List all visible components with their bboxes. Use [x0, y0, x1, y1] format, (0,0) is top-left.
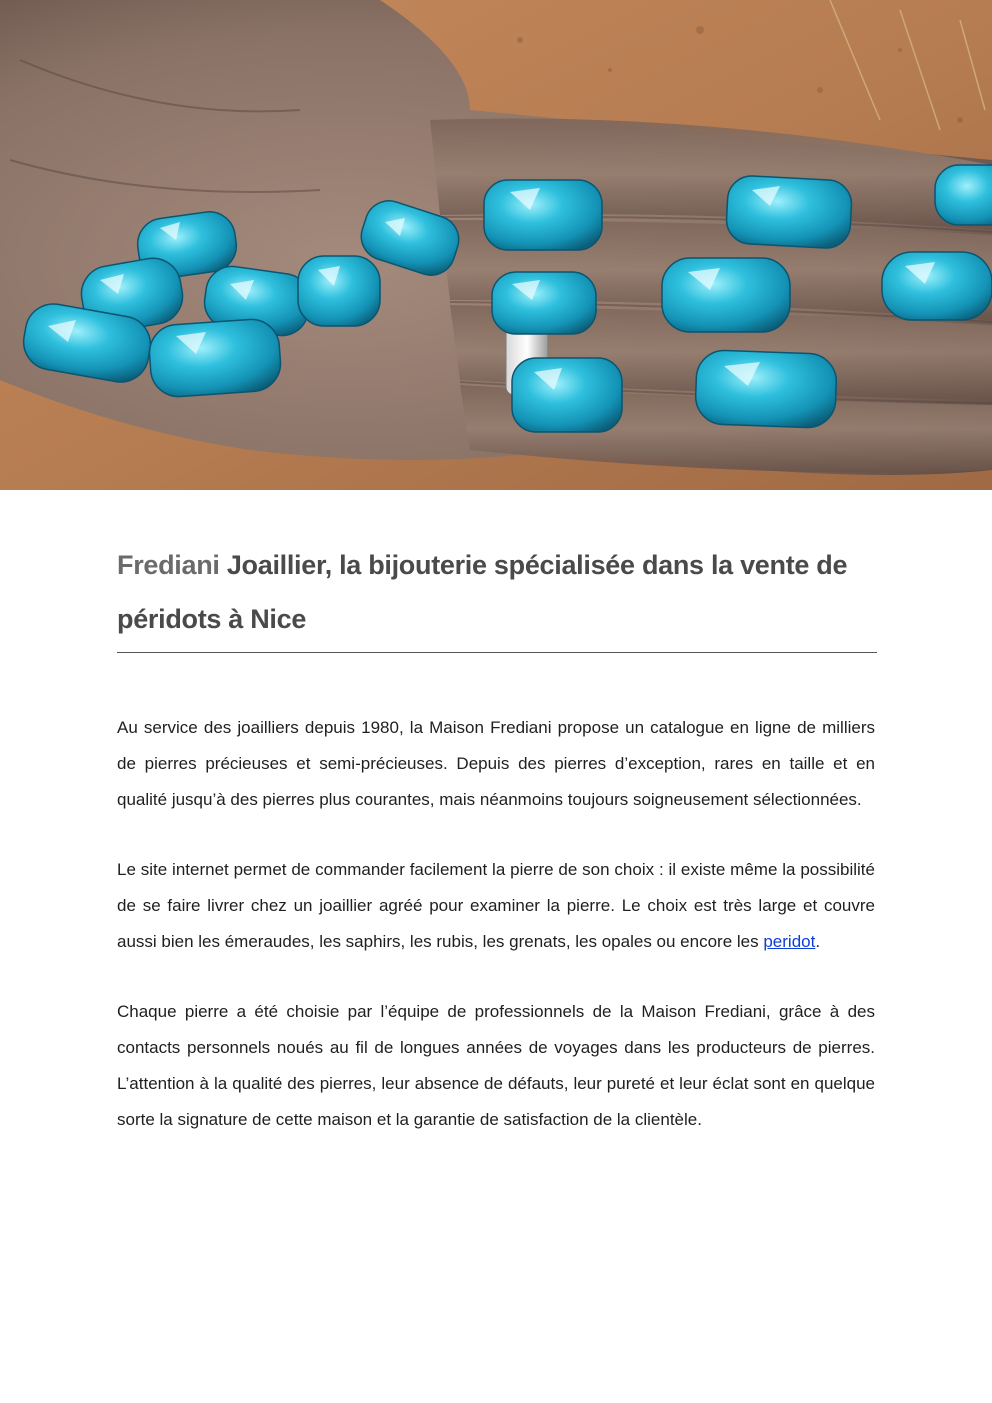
article-title: [117, 538, 877, 646]
hero-image: [0, 0, 992, 490]
paragraph-website-text: Le site internet permet de commander facilement la pierre de son choix : il existe même la possibilité de se faire livrer chez un joaillier agréé pour examiner la pierre. Le choix est très large et couvre aussi bien les émeraudes, les saphirs, les rubis, les grenats, les opales ou encore les: [117, 860, 875, 951]
title-divider: [117, 652, 877, 653]
paragraph-website-end: .: [815, 932, 821, 951]
title-brand: Frediani: [117, 550, 220, 580]
paragraph-quality: Chaque pierre a été choisie par l’équipe de professionnels de la Maison Frediani, grâce à des contacts personnels noués au fil de longues années de voyages dans les producteurs de pierres. L’attention à la qualité des pierres, leur absence de défauts, leur pureté et leur éclat sont en quelque sorte la signature de cette maison et la garantie de satisfaction de la clientèle.: [117, 1002, 875, 1129]
article-body: [117, 710, 875, 1172]
gemstones-in-hand-photo: [0, 0, 992, 490]
paragraph-intro: Au service des joailliers depuis 1980, la Maison Frediani propose un catalogue en ligne de milliers de pierres précieuses et semi-précieuses. Depuis des pierres d’exception, rares en taille et en qualité jusqu’à des pierres plus courantes, mais néanmoins toujours soigneusement sélectionnées.: [117, 718, 875, 809]
article-header: [117, 538, 877, 646]
title-text: Joaillier, la bijouterie spécialisée dans la vente de péridots à Nice: [117, 550, 848, 634]
peridot-link[interactable]: peridot: [763, 932, 816, 951]
paragraph-website: [117, 852, 875, 960]
